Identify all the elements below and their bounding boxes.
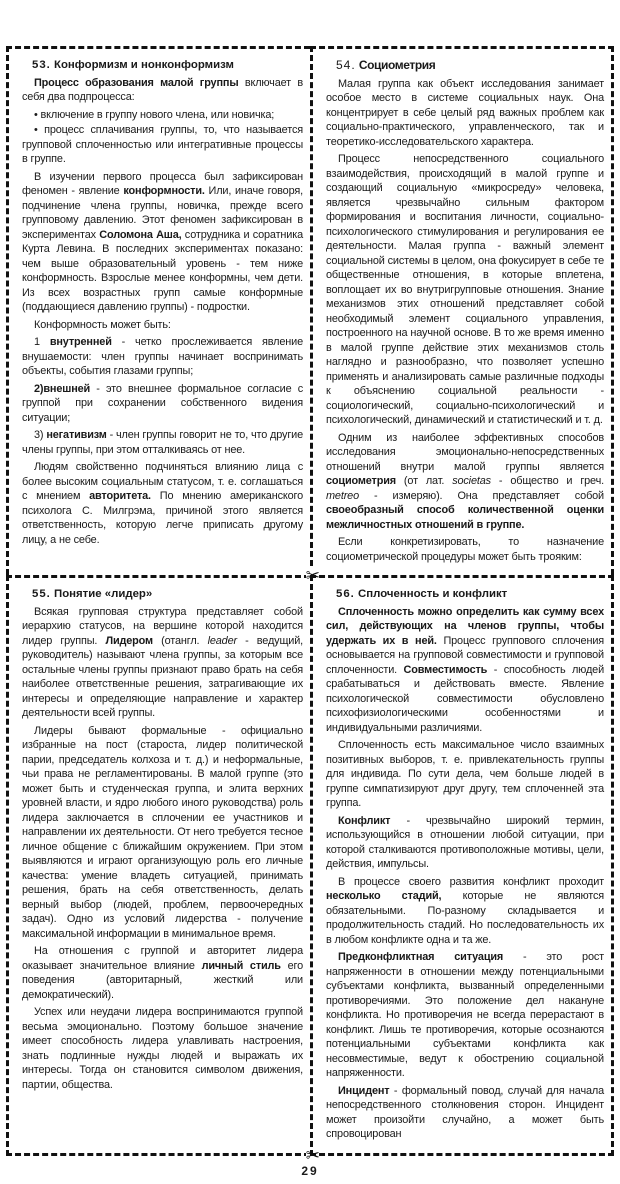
paragraph [326, 814, 604, 872]
italic-term: leader [207, 634, 237, 647]
text-run: Малая группа как объект исследования занимает особое место в системе социальных наук. Она концентрирует в себе целый ряд важных проблем как социально-практического, управленческого, так и теоретико-исследовательского характера. [326, 77, 604, 148]
text-run: - ведущий, руководитель) называют члена группы, за которым все остальные члены группы признают право брать на себя наиболее ответственные решения, затрагивающие их интересы и определяющие направление и характер деятельности всей группы. [22, 634, 304, 719]
bold-term: своеобразный способ количественной оценки межличностных отношений в группе. [326, 504, 604, 531]
bold-term: конформности. [123, 185, 205, 197]
paragraph [22, 382, 303, 426]
section-title-text: Понятие «лидер» [54, 588, 153, 600]
paragraph [326, 1084, 604, 1142]
text-run: Успех или неудачи лидера воспринимаются группой весьма эмоционально. Поэтому большое значение имеет способность лидера улавливать настроения, знать подлинные нужды людей и выражать их интересы. Тогда он становится символом движения, партии, общества. [22, 1006, 303, 1091]
section-number: 53. [32, 59, 51, 71]
bold-term: Процесс образования малой группы [34, 76, 239, 89]
paragraph [326, 535, 604, 564]
paragraph [22, 335, 303, 379]
text-run: Сплоченность есть максимальное число взаимных позитивных выборов, т. е. привлекательность группы для индивида. По сути дела, чем больше людей в группе симпатизируют друг другу, тем сплоченней эта группа. [326, 739, 604, 809]
italic-term: metreo [326, 489, 359, 502]
text-run: - формальный повод, случай для начала непосредственного столкновения сторон. Инцидент может произойти случайно, а может быть спровоцирован [326, 1084, 604, 1140]
section-title-text: Сплоченность и конфликт [358, 588, 508, 600]
paragraph [326, 152, 604, 428]
text-run: Или, иначе говоря, подчинение члена группы, новичка, прежде всего групповому давлению. Этот феномен зафиксирован в экспериментах [22, 185, 303, 241]
section-56-cohesion-conflict [313, 578, 611, 1153]
bold-term: Сплоченность можно определить как сумму всех сил, действующих на членов группы, чтобы удержать их в ней. [326, 605, 604, 647]
bold-term: личный стиль [201, 959, 281, 972]
text-run: - это рост напряженности в отношении между потенциальными субъектами конфликта, вызванный определенными противоречиями. Это положение дел накануне конфликта. Но противоречия не всегда перерастают в конфликт. Лишь те противоречия, которые осознаются потенциальными субъектами конфликта как несовместимые, ведут к обострению социальной напряженности. [326, 951, 604, 1079]
paragraph [326, 950, 604, 1081]
paragraph [326, 738, 604, 811]
text-run: Если конкретизировать, то назначение социометрической процедуры может быть трояким: [326, 536, 604, 563]
section-number: 56. [336, 588, 355, 600]
section-title [336, 58, 604, 74]
section-number: 55. [32, 588, 51, 600]
text-run: В процессе своего развития конфликт проходит [338, 875, 604, 888]
text-run: Людям свойственно подчиняться влиянию лица с более высоким социальным статусом, т. е. соглашаться с мнением [22, 461, 303, 502]
text-run: - четко прослеживается явление внушаемости: член группы начинает воспринимать объекты, события глазами группы; [22, 336, 303, 377]
text-run: его поведения (авторитарный, жесткий или демократический). [22, 959, 303, 1001]
scissors-icon: ✂ [305, 566, 320, 585]
text-run: Конформность может быть: [34, 318, 171, 331]
paragraph [22, 108, 303, 123]
page-number: 29 [301, 1163, 319, 1178]
bold-term: Конфликт [338, 814, 391, 827]
text-run: (от лат. [395, 475, 453, 487]
bold-term: Инцидент [338, 1084, 390, 1097]
text-run: 3) [34, 429, 47, 441]
paragraph [22, 944, 303, 1002]
text-run: • процесс сплачивания группы, то, что называется групповой сплоченностью или интегративные процессы в группе. [22, 124, 303, 165]
text-run: сотрудника и соратника Курта Левина. В последних экспериментах показано: чем выше образовательный уровень - тем ниже конформность. Взрослые менее конформны, чем дети. Из всех возрастных групп самые конформные (поддающиеся давлению группы) - подростки. [22, 228, 303, 313]
paragraph [22, 724, 303, 942]
panel-bottom-left [6, 566, 320, 1165]
bold-term: Совместимость [403, 663, 488, 676]
text-run: 1 [34, 336, 50, 348]
paragraph [22, 460, 303, 547]
text-run: В изучении первого процесса был зафиксирован феномен - явление [22, 170, 303, 197]
bold-term: 2)внешней [34, 382, 91, 395]
bold-term: Предконфликтная ситуация [338, 951, 504, 963]
panel-bottom-right [310, 575, 614, 1156]
paragraph [326, 605, 604, 736]
paragraph [22, 76, 303, 105]
text-run: - чрезвычайно широкий термин, использующийся в отношении любой ситуации, при которой сталкиваются противоположные мотивы, цели, действия, импульсы. [326, 814, 604, 870]
section-55-leader [9, 578, 310, 1103]
text-run: Одним из наиболее эффективных способов исследования эмоционально-непосредственных отношений внутри малой группы является [326, 431, 604, 473]
paragraph [22, 318, 303, 333]
text-run: По мнению американского психолога С. Милгрэма, причиной этого является ответственность, которую легче приписать другому лицу, а не себе. [22, 490, 303, 546]
paragraph [326, 875, 604, 948]
paragraph [326, 431, 604, 533]
panel-top-left [6, 46, 310, 575]
text-run: Лидеры бывают формальные - официально избранные на пост (староста, лидер политической парии, председатель колхоза и т. д.) и неформальные, чьи права не регламентированы. В малой группе (это может быть и студенческая группа, и элита верхних уровней власти, и ядро любого иного руководства) роль лидера заключается в сплочении ее участников и направлении их деятельности. От него требуется тесное личное общение с ближайшим окружением. При этом выявляются и играют организующую роль его личные качества: умение владеть ситуацией, принимать решения, брать на себя ответственность, делать верный выбор (людей, проблем, первоочередных задач). Одно из условий лидерства - получение максимальной информации в минимальное время. [22, 724, 303, 940]
text-run: - это внешнее формальное согласие с группой при сохранении собственного видения ситуации; [22, 382, 303, 424]
text-run: которые не являются обязательными. По-разному складывается и продолжительность стадий. Но последовательность их в любом конфликте одна и та же. [326, 890, 605, 946]
cut-out-dashed-frame [6, 46, 614, 1165]
bold-term: внутренней [49, 336, 112, 348]
bold-term: авторитета. [89, 490, 151, 502]
paragraph [22, 605, 303, 721]
text-run: Всякая групповая структура представляет собой иерархию статусов, на вершине которой находится лидер группы. [22, 605, 303, 647]
panel-top-right [310, 46, 614, 575]
section-53-conformism [9, 49, 310, 558]
text-run: Процесс непосредственного социального взаимодействия, происходящий в малой группе и создающий социальную «микросреду» человека, является чрезвычайно сильным фактором формирования и воспитания личности, социально-психологического стимулирования и регулирования ее деятельности. Малая группа - важный элемент социальной системы в целом, она фокусирует в себе те общественные отношения, в которые вплетена, воплощает их во внутригрупповые отношения. Знание механизмов этих отношений представляет собой необходимый элемент социального управления, построенного на научной основе. В то же время именно в малой группе действие этих механизмов столь наглядно и разнообразно, что позволяет успешно применять и анализировать самые различные подходы к объяснению социальной реальности - социологический, социально-психологический и психологический, динамический и статистический и т. д. [326, 153, 604, 426]
section-title [32, 58, 303, 73]
section-54-sociometry [313, 49, 611, 575]
section-title-text: Социометрия [358, 58, 436, 72]
scissors-icon: ✂ [305, 1145, 320, 1165]
section-title-text: Конформизм и нонконформизм [54, 59, 234, 71]
text-run: - член группы говорит не то, что другие члены группы, при этом отталкиваясь от нее. [22, 429, 303, 456]
text-run: На отношения с группой и авторитет лидера оказывает значительное влияние [22, 945, 303, 972]
paragraph [22, 123, 303, 167]
bold-term: социометрия [326, 475, 396, 487]
bold-term: Соломона Аша, [99, 228, 182, 241]
text-run: (отангл. [152, 634, 208, 647]
text-run: включает в себя два подпроцесса: [22, 76, 303, 103]
italic-term: societas [452, 475, 491, 487]
bold-term: негативизм [46, 429, 107, 441]
bold-term: Лидером [105, 634, 153, 647]
paragraph [22, 170, 303, 315]
paragraph [22, 428, 303, 457]
paragraph [22, 1005, 303, 1092]
section-title [32, 587, 303, 602]
section-title [336, 587, 604, 602]
section-number: 54. [336, 58, 356, 72]
text-run: • включение в группу нового члена, или новичка; [34, 108, 275, 121]
text-run: - измеряю). Она представляет собой [359, 489, 604, 502]
text-run: - общество и греч. [490, 475, 604, 487]
text-run: - способность людей срабатываться и действовать вместе. Явление психологической совместимости обусловлено психофизиологическими особенностями и индивидуальными различиями. [326, 663, 604, 734]
bold-term: несколько стадий, [326, 890, 442, 902]
text-run: Процесс группового сплочения основывается на групповой совместимости и групповой сплоченности. [326, 634, 605, 676]
paragraph [326, 77, 604, 150]
